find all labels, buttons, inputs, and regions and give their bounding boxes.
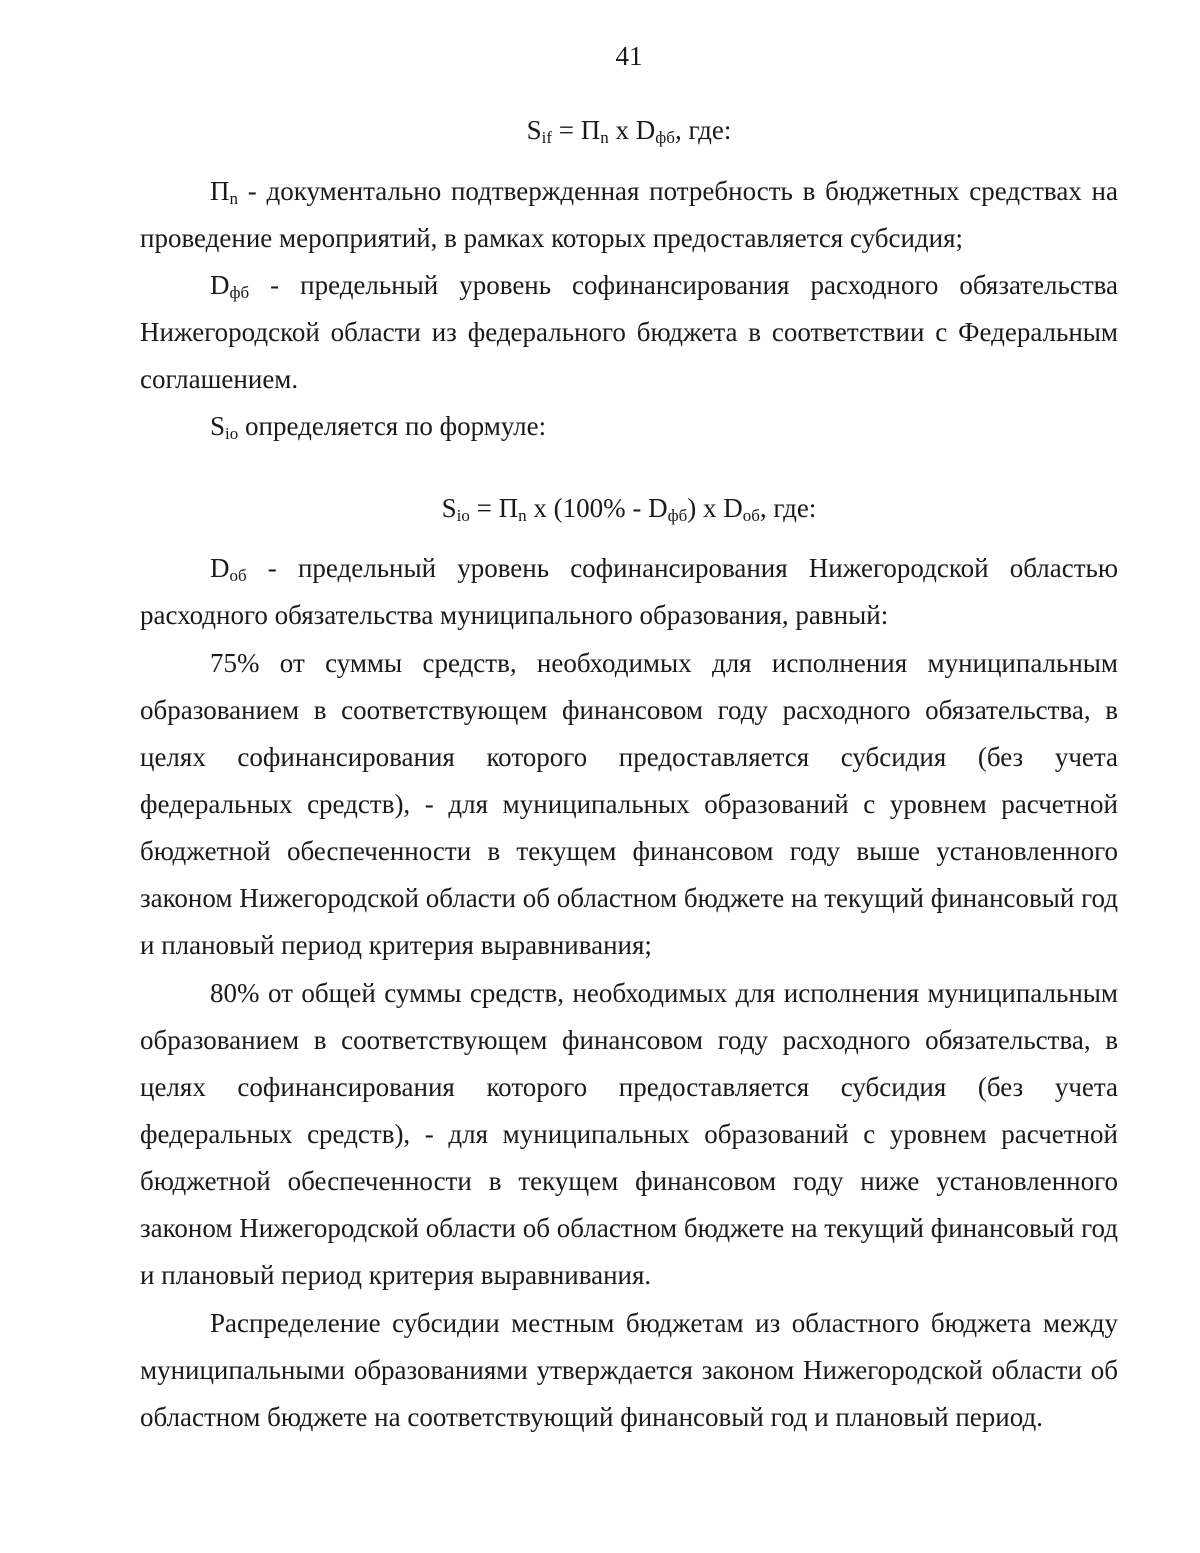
definition-dob: [140, 545, 1118, 639]
formula-sio: [140, 490, 1118, 526]
definition-pn: [140, 168, 1118, 262]
page-number: 41: [615, 41, 643, 71]
definition-pn-symbol: П: [210, 176, 230, 206]
formula-sif-d-sub: фб: [655, 128, 675, 147]
formula-sif-s: S: [526, 115, 542, 145]
formula-sio-eq: = П: [469, 493, 519, 523]
definition-pn-text: - документально подтвержденная потребность в бюджетных средствах на проведение мероприятий, в рамках которых предоставляется субсидия;: [140, 176, 1118, 253]
formula-sif-tail: , где:: [674, 115, 732, 145]
definition-dfb: [140, 262, 1118, 403]
formula-sio-s: S: [441, 493, 457, 523]
definition-dob-symbol-sub: об: [229, 566, 247, 585]
sio-intro-symbol-sub: io: [225, 424, 239, 443]
formula-sio-mid2: ) x D: [687, 493, 743, 523]
sio-intro-symbol: S: [210, 411, 226, 441]
formula-sio-mid: x (100% - D: [526, 493, 668, 523]
formula-sio-p-sub: n: [518, 506, 527, 525]
formula-sif-eq: = П: [552, 115, 601, 145]
definition-dob-symbol: D: [210, 553, 230, 583]
definition-dob-text: - предельный уровень софинансирования Нижегородской областью расходного обязательства муниципального образования, равный:: [140, 553, 1118, 630]
paragraph-distribution: Распределение субсидии местным бюджетам из областного бюджета между муниципальными образованиями утверждается законом Нижегородской области об областном бюджете на соответствующий финансовый год и плановый период.: [140, 1308, 1118, 1432]
formula-sif-s-sub: if: [541, 128, 553, 147]
formula-sio-d2-sub: об: [742, 506, 760, 525]
definition-dfb-symbol-sub: фб: [229, 283, 250, 302]
formula-sif-p-sub: n: [600, 128, 609, 147]
formula-sif-mult: x D: [608, 115, 656, 145]
paragraph-75-percent: 75% от суммы средств, необходимых для исполнения муниципальным образованием в соответствующем финансовом году расходного обязательства, в целях софинансирования которого предоставляется субсидия (без учета федеральных средств), - для муниципальных образований с уровнем расчетной бюджетной обеспеченности в текущем финансовом году выше установленного законом Нижегородской области об областном бюджете на текущий финансовый год и плановый период критерия выравнивания;: [140, 648, 1118, 960]
formula-sio-d1-sub: фб: [667, 506, 688, 525]
formula-sio-tail: , где:: [759, 493, 817, 523]
definition-dfb-text: - предельный уровень софинансирования расходного обязательства Нижегородской области из федерального бюджета в соответствии с Федеральным соглашением.: [140, 270, 1118, 394]
paragraph-80-percent: 80% от общей суммы средств, необходимых для исполнения муниципальным образованием в соответствующем финансовом году расходного обязательства, в целях софинансирования которого предоставляется субсидия (без учета федеральных средств), - для муниципальных образований с уровнем расчетной бюджетной обеспеченности в текущем финансовом году ниже установленного законом Нижегородской области об областном бюджете на текущий финансовый год и плановый период критерия выравнивания.: [140, 978, 1118, 1290]
formula-sio-s-sub: io: [456, 506, 470, 525]
definition-pn-symbol-sub: n: [229, 189, 238, 208]
sio-intro-text: определяется по формуле:: [238, 411, 547, 441]
definition-dfb-symbol: D: [210, 270, 230, 300]
sio-intro: [140, 403, 1118, 450]
formula-sif: [140, 112, 1118, 148]
